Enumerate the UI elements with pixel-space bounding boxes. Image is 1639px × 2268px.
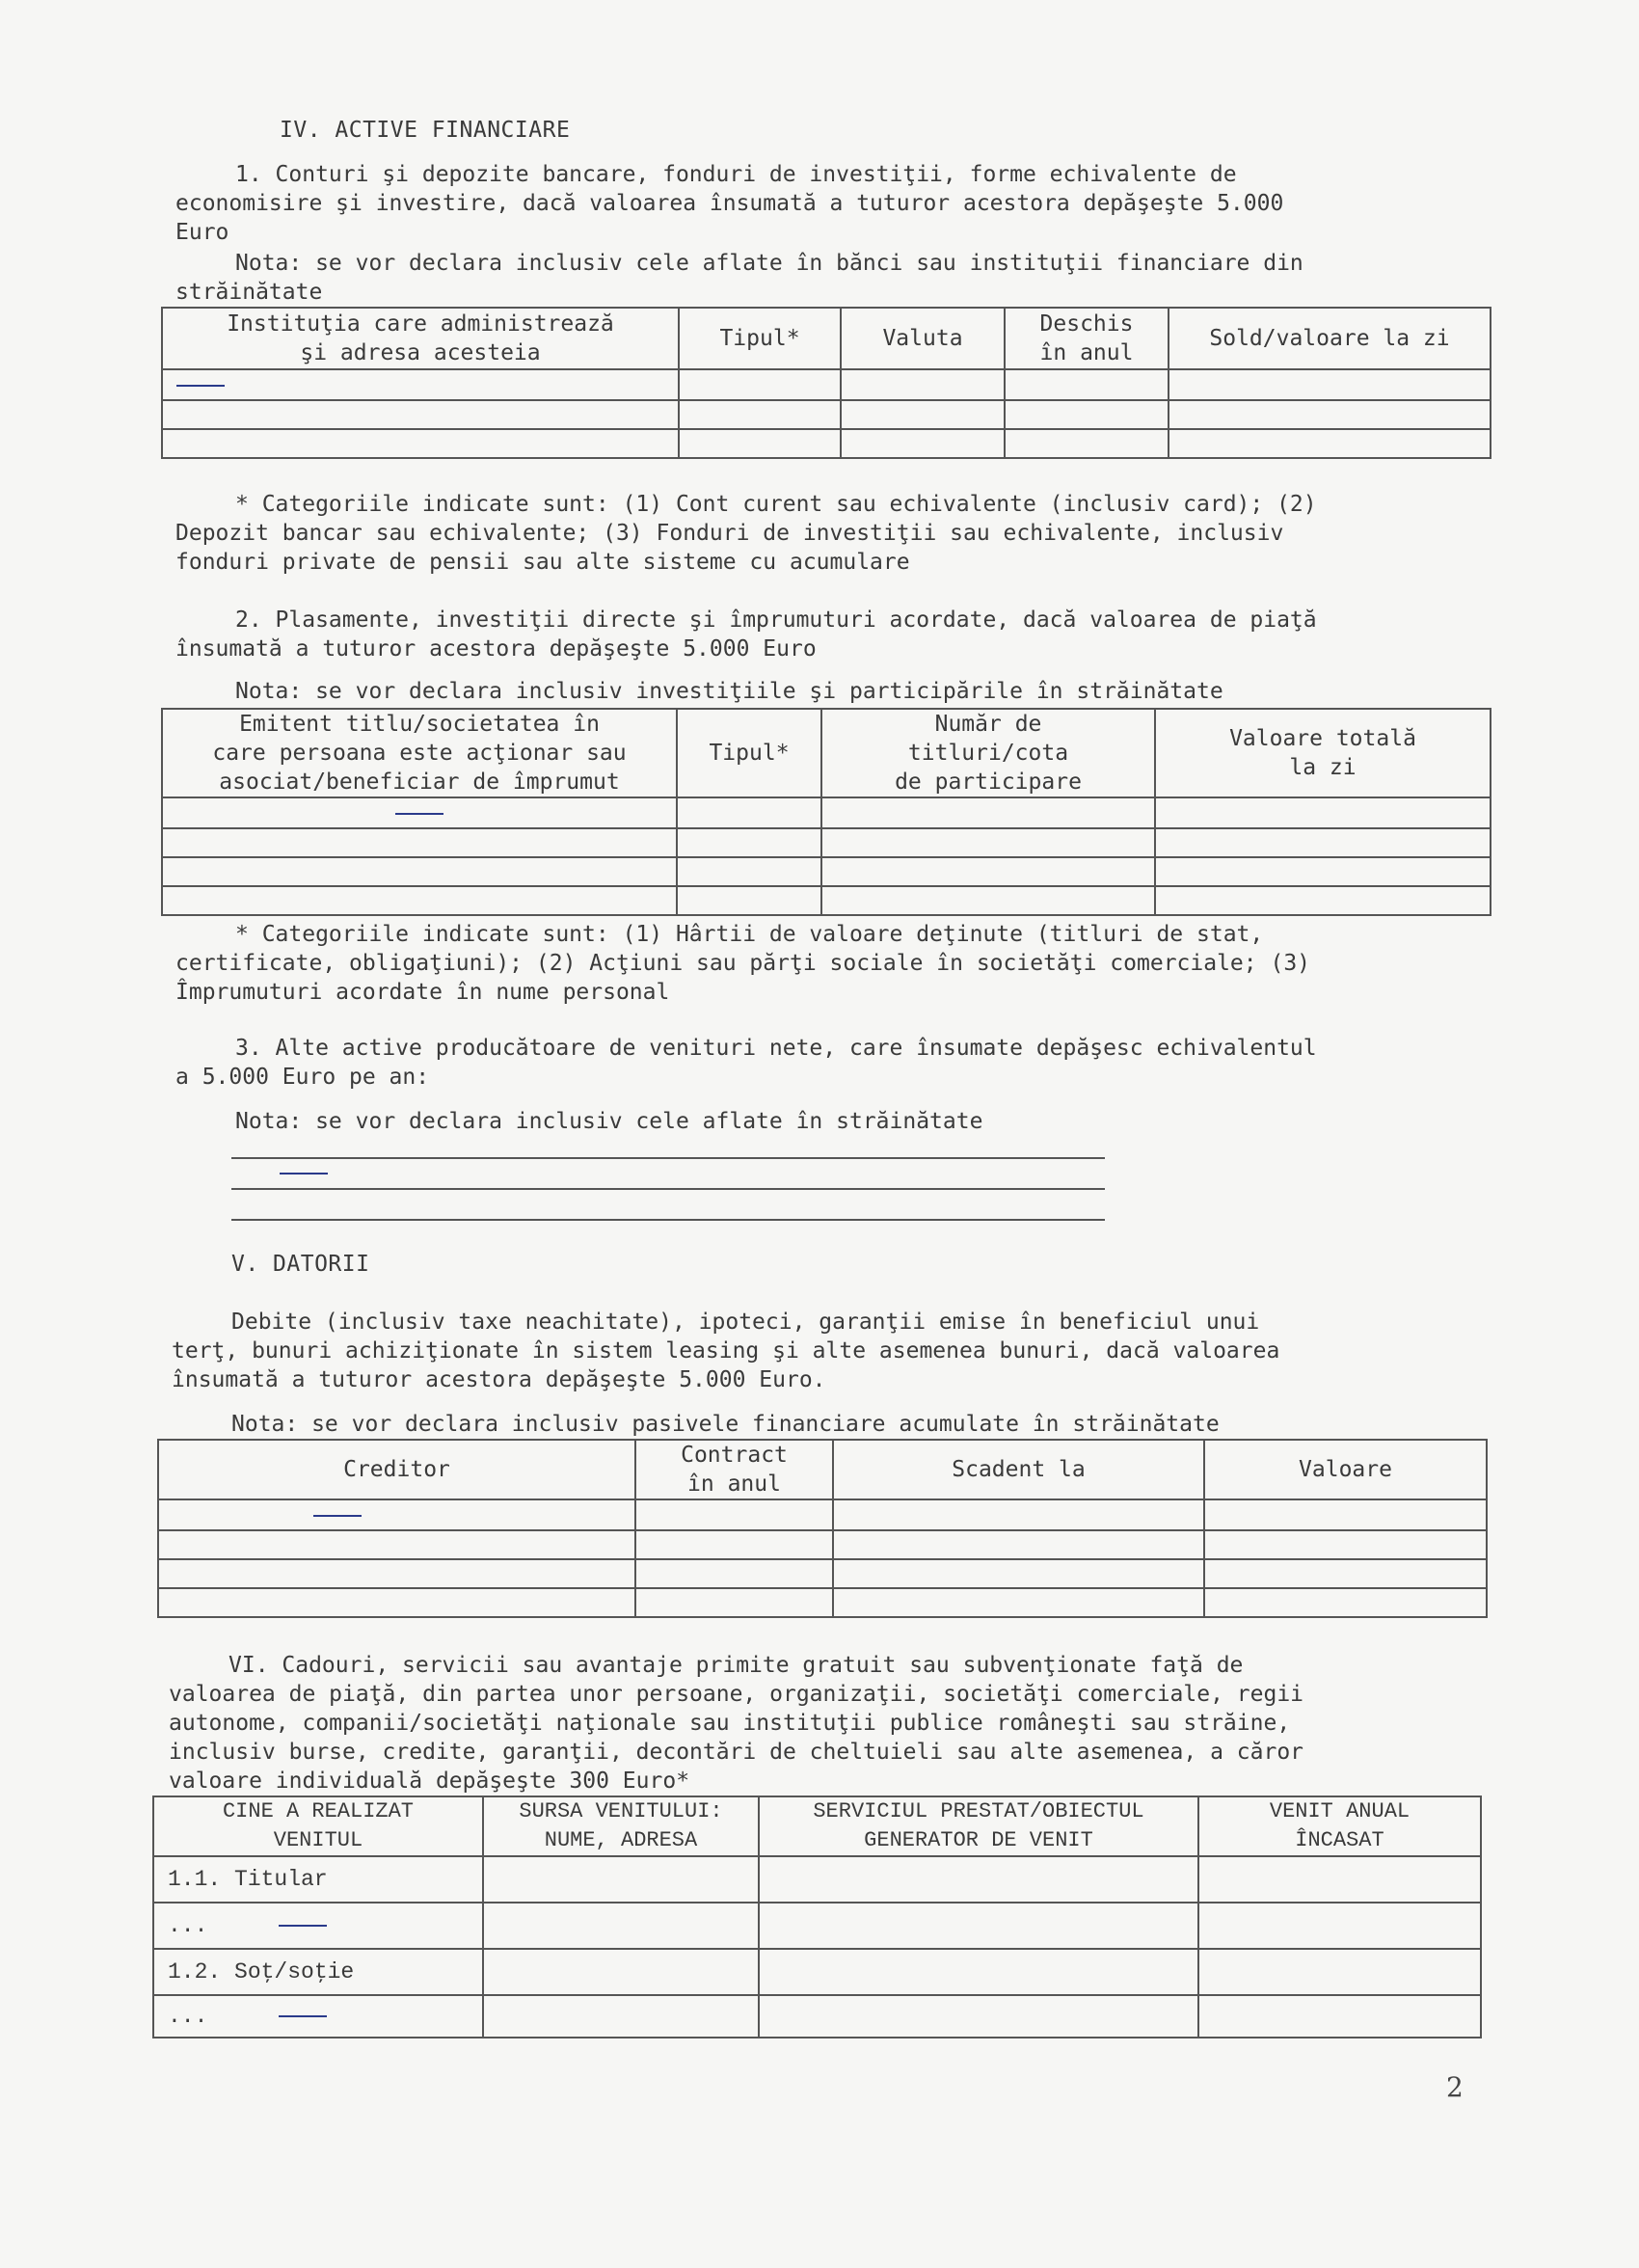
col-type-header: Tipul*: [677, 709, 821, 797]
handwritten-dash: [176, 385, 225, 387]
col-value-header: Valoare: [1204, 1440, 1487, 1499]
table-row: [158, 1559, 1487, 1588]
table-row: [153, 1995, 1481, 2038]
col-type-header: Tipul*: [679, 308, 841, 369]
section-iv-1-text: 1. Conturi şi depozite bancare, fonduri de investiţii, forme echivalente de economisire şi investire, dacă valoarea însumată a tuturor acestora depăşeşte 5.000 Euro: [175, 162, 1284, 245]
section-iv-2-note: Nota: se vor declara inclusiv investiţiile şi participările în străinătate: [235, 679, 1223, 704]
table-row: [162, 429, 1491, 458]
table-row: [153, 1903, 1481, 1949]
col-source-header: SURSA VENITULUI: NUME, ADRESA: [483, 1796, 759, 1856]
section-v-note: Nota: se vor declara inclusiv pasivele financiare acumulate în străinătate: [231, 1412, 1220, 1437]
table-row: [158, 1588, 1487, 1617]
handwritten-dash: [395, 813, 443, 815]
handwritten-dash: [280, 1173, 328, 1174]
table-row: [158, 1499, 1487, 1530]
gifts-table: [152, 1796, 1482, 2038]
col-creditor-header: Creditor: [158, 1440, 635, 1499]
row-ellipsis: ...: [168, 2004, 208, 2029]
col-shares-header: Număr de titluri/cota de participare: [821, 709, 1155, 797]
col-total-value-header: Valoare totală la zi: [1155, 709, 1491, 797]
section-iv-1-note: Nota: se vor declara inclusiv cele aflate în bănci sau instituţii financiare din străinătate: [175, 251, 1303, 305]
section-iv-title: IV. ACTIVE FINANCIARE: [280, 118, 571, 143]
col-service-header: SERVICIUL PRESTAT/OBIECTUL GENERATOR DE VENIT: [759, 1796, 1198, 1856]
table-row: [162, 886, 1491, 915]
col-who-header: CINE A REALIZAT VENITUL: [153, 1796, 483, 1856]
handwritten-dash: [313, 1515, 362, 1517]
section-iv-2-text: 2. Plasamente, investiţii directe şi împrumuturi acordate, dacă valoarea de piaţă însumată a tuturor acestora depăşeşte 5.000 Euro: [175, 608, 1317, 662]
page-number: 2: [1446, 2071, 1464, 2103]
col-institution-header: Instituţia care administrează şi adresa acesteia: [162, 308, 679, 369]
investments-table: [161, 708, 1491, 916]
section-v-text: Debite (inclusiv taxe neachitate), ipoteci, garanţii emise în beneficiul unui terţ, bunuri achiziţionate în sistem leasing şi alte asemenea bunuri, dacă valoarea însumată a tuturor acestora depăşeşte 5.000 Euro.: [172, 1310, 1280, 1392]
section-iv-1-footnote: * Categoriile indicate sunt: (1) Cont curent sau echivalente (inclusiv card); (2) Depozit bancar sau echivalente; (3) Fonduri de investiţii sau echivalente, inclusiv fonduri private de pensii sau alte sisteme cu acumulare: [175, 492, 1317, 575]
handwritten-dash: [279, 2015, 327, 2017]
table-row: [158, 1530, 1487, 1559]
fill-line: [231, 1157, 1105, 1159]
col-opened-header: Deschis în anul: [1005, 308, 1169, 369]
col-annual-income-header: VENIT ANUAL ÎNCASAT: [1198, 1796, 1481, 1856]
col-issuer-header: Emitent titlu/societatea în care persoana este acţionar sau asociat/beneficiar de împrumut: [162, 709, 677, 797]
table-row: [162, 797, 1491, 828]
col-contract-year-header: Contract în anul: [635, 1440, 833, 1499]
section-iv-3-note: Nota: se vor declara inclusiv cele aflate în străinătate: [235, 1109, 983, 1134]
col-currency-header: Valuta: [841, 308, 1005, 369]
fill-line: [231, 1188, 1105, 1190]
table-row: [162, 857, 1491, 886]
fill-line: [231, 1219, 1105, 1221]
table-row: [162, 828, 1491, 857]
table-row: [153, 1949, 1481, 1995]
handwritten-dash: [279, 1925, 327, 1927]
section-v-title: V. DATORII: [231, 1252, 370, 1277]
section-iv-3-text: 3. Alte active producătoare de venituri nete, care însumate depăşesc echivalentul a 5.000 Euro pe an:: [175, 1036, 1317, 1090]
col-balance-header: Sold/valoare la zi: [1169, 308, 1491, 369]
debts-table: [157, 1439, 1488, 1618]
section-iv-2-footnote: * Categoriile indicate sunt: (1) Hârtii de valoare deţinute (titluri de stat, certificate, obligaţiuni); (2) Acţiuni sau părţi sociale în societăţi comerciale; (3) Împrumuturi acordate în nume personal: [175, 922, 1311, 1005]
row-ellipsis: ...: [168, 1913, 208, 1938]
table-row: [153, 1856, 1481, 1903]
bank-accounts-table: [161, 307, 1491, 459]
row-spouse-label: 1.2. Soţ/soţie: [153, 1949, 483, 1995]
table-row: [162, 400, 1491, 429]
col-due-header: Scadent la: [833, 1440, 1204, 1499]
section-vi-title: VI. Cadouri, servicii sau avantaje primite gratuit sau subvenţionate faţă de valoarea de piaţă, din partea unor persoane, organizaţii, societăţi comerciale, regii autonome, companii/societăţi naţionale sau instituţii publice româneşti sau străine, inclusiv burse, credite, garanţii, decontări de cheltuieli sau alte asemenea, a căror valoare individuală depăşeşte 300 Euro*: [169, 1653, 1304, 1794]
table-row: [162, 369, 1491, 400]
row-titular-label: 1.1. Titular: [153, 1856, 483, 1903]
